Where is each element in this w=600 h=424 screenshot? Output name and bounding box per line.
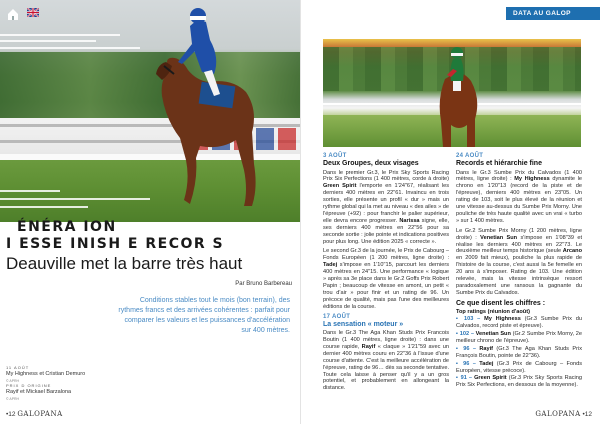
- photo-caption-2: [6, 382, 116, 403]
- headline-line-1: ÉNÉRA ION: [17, 219, 117, 235]
- article-headline: [6, 219, 298, 275]
- rating-item: ▪ 91 – Green Spirit (Gr.3 Prix Sky Sports Racing Prix Six Perfections, en dessous de la moyenne).: [456, 375, 582, 389]
- paragraph-rayif: Dans le Gr.3 The Aga Khan Studs Prix Francois Boutin (1 400 mètres, ligne droite) : dans une course rapide, Rayif « claque » 1'21"59 avec un dernier 400 mètres couru en 22"36 à l'issue d'une course d'attente. C'est la meilleure accélération de l'épreuve, rating de 96… dès sa seconde tentative. Toute cela laisse à penser qu'il y a un gros potentiel, et probablement en allongeant la distance.: [323, 330, 449, 392]
- date-3-aout: 3 AOÛT: [323, 153, 347, 159]
- column-b: [456, 153, 582, 390]
- paragraph-venetian-sun: Le Gr.2 Sumbe Prix Morny (1 200 mètres, ligne droite) : Venetian Sun s'impose en 1'08"39 et réalise les derniers 400 mètres en 22"73. Le deuxième meilleur temps historique (seule Arcano en 2009 fait mieux), pouliche la plus rapide de l'histoire de la course, c'est aussi la 5e femelle en 20 ans à s'imposer. Rating de 103. Une édition relevée, mais la vitesse intrinsèque ressort paradoxalement une ransous la gagnante du Sumbe Prix du Calvados.: [456, 227, 582, 296]
- title-deux-groupes: Deux Groupes, deux visages: [323, 160, 419, 167]
- right-page: [300, 0, 600, 424]
- rating-item: ▪ 96 – Rayif (Gr.3 The Aga Khan Studs Prix François Boutin, pointe de 22"36).: [456, 345, 582, 359]
- hero-photo: [0, 0, 300, 222]
- horse-and-jockey-illustration: [140, 0, 260, 222]
- right-brand: GALOPANA: [535, 410, 581, 418]
- rating-item: ▪ 102 – Venetian Sun (Gr.2 Sumbe Prix Morny, 2e meilleur chrono de l'épreuve).: [456, 331, 583, 344]
- caption-1-credit: © APRH: [6, 379, 20, 383]
- column-a: [323, 153, 449, 395]
- caption-2-number: PRIX D ORIGINE: [6, 383, 52, 388]
- left-brand: GALOPANA: [17, 410, 63, 418]
- subtitle-top-ratings: Top ratings (réunion d'août): [456, 309, 530, 316]
- racehorse-illustration: [423, 39, 493, 147]
- date-17-aout: 17 AOÛT: [323, 313, 351, 320]
- race-photo: [323, 39, 581, 147]
- paragraph-tadej: Le second Gr.3 de la journée, le Prix de Cabourg – Fonds Européen (1 200 mètres, ligne droite) : Tadej s'impose en 1'10"15, parcourt les derniers 400 mètres en 24"15. Une performance « logique » après sa 3e place dans le Gr.2 Goffs Prix Robert Papin ; beaucoup de vitesse en amont, un petit « trou d'air » pour finir et un rating de 96. Un précoce de qualité, mais pas l'une des meilleures éditions de la course.: [323, 248, 449, 310]
- rating-item: ▪ 103 – My Highness (Gr.3 Sumbe Prix du Calvados, record piste et épreuve).: [456, 316, 582, 330]
- title-sensation-moteur: La sensation « moteur »: [323, 320, 404, 328]
- right-page-number: •12: [582, 411, 592, 418]
- title-chiffres: Ce que disent les chiffres :: [456, 299, 546, 307]
- title-records: Records et hiérarchie fine: [456, 160, 542, 167]
- rating-item: ▪ 96 – Tadej (Gr.3 Prix de Cabourg – Fonds Européen, vitesse précoce).: [456, 360, 582, 374]
- uk-flag-icon[interactable]: [27, 8, 39, 17]
- left-page-number: •12: [6, 411, 16, 418]
- ratings-list: [456, 316, 582, 389]
- home-icon[interactable]: [6, 7, 20, 21]
- caption-2-credit: © APRH: [6, 397, 20, 401]
- caption-2-text: Rayif et Mickael Barzalona: [6, 389, 72, 395]
- paragraph-my-highness: Dans le Gr.3 Sumbe Prix du Calvados (1 400 mètres, ligne droite) : My Highness dynamite le chrono en 1'20"13 (record de la piste et de l'épreuve), derniers 400 mètres en 23"05. Un rating de 103, soit le plus élevé de la réunion et une vitesse au-dessus du Sumbe Prix Morny. Une pouliche de très haute qualité avec un vrai « turbo » sur 1 400 mètres.: [456, 169, 582, 224]
- paragraph-green-spirit: Dans le premier Gr.3, le Prix Sky Sports Racing Prix Six Perfections (1 400 mètres, corde à droite) Green Spirit l'emporte en 1'24"67, réalisant les derniers 400 mètres en 22"61. Invaincu en trois sorties, elle présente un profil « dur » mais un rythme global qui la met au niveau « des ailes » de l'épreuve (+92) : pour franchir le palier supérieur, elle devra encore progresser. Narissa signe, elle, ses derniers 400 mètres en 22"56 pour sa seconde sortie : jolie pointe et indications positives pour plus long. Une édition 2025 « correcte ».: [323, 169, 449, 245]
- article-intro: Conditions stables tout le mois (bon terrain), des rythmes francs et des arrivées cohérentes : parfait pour comparer les valeurs et les puissances d'accélération sur 400 mètres.: [118, 297, 290, 334]
- left-folio: [6, 410, 63, 418]
- byline: Par Bruno Barbereau: [235, 281, 292, 287]
- date-24-aout: 24 AOÛT: [456, 153, 484, 159]
- headline-line-3: Deauville met la barre très haut: [6, 254, 243, 273]
- section-tag: DATA AU GALOP: [506, 7, 600, 20]
- caption-1-number: 11 AOÛT: [6, 365, 30, 370]
- caption-1-text: My Highness et Cristian Demuro: [6, 371, 86, 377]
- right-folio: [535, 410, 592, 418]
- headline-line-2: I ESSE INISH E RECOR S: [6, 236, 225, 252]
